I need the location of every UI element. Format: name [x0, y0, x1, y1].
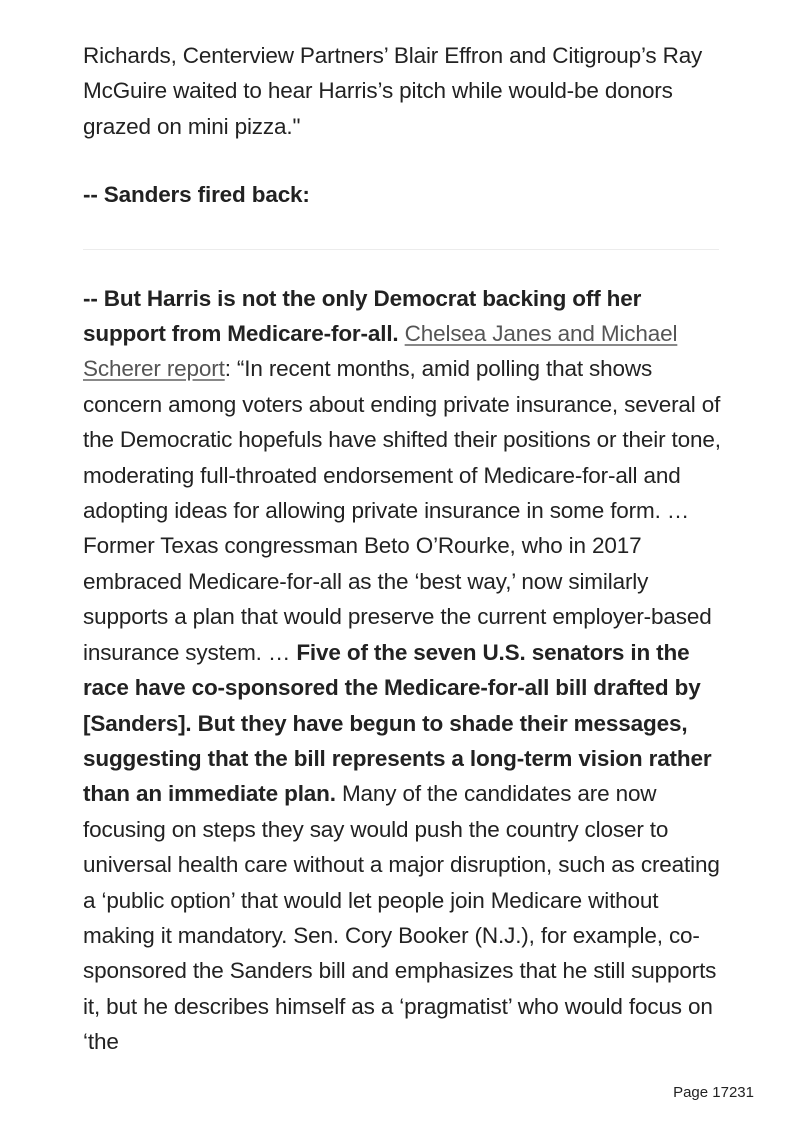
lead-bold-text: -- But Harris is not the only Democrat backing off her support from Medicare-for-all. — [83, 285, 642, 347]
page-number: Page 17231 — [673, 1084, 754, 1101]
sanders-heading: -- Sanders fired back: — [83, 182, 310, 208]
intro-paragraph: Richards, Centerview Partners’ Blair Effron and Citigroup’s Ray McGuire waited to hear Harris’s pitch while would-be donors grazed on mini pizza." — [83, 43, 703, 139]
medicare-paragraph — [83, 281, 723, 1077]
closing-text: Many of the candidates are now focusing on steps they say would push the country closer to universal health care without a major disruption, such as creating a ‘public option’ that would let people join Medicare without making it mandatory. Sen. Cory Booker (N.J.), for example, co-sponsored the Sanders bill and emphasizes that he still supports it, but he describes himself as a ‘pragmatist’ who would focus on ‘the — [83, 781, 720, 1055]
article-body — [83, 38, 723, 1077]
report-link[interactable]: Chelsea Janes and Michael Scherer report — [83, 321, 678, 382]
senators-bold-text: Five of the seven U.S. senators in the race have co-sponsored the Medicare-for-all bill drafted by [Sanders]. But they have begun to shade their messages, suggesting that the bill represents a long-term vision rather than an immediate plan. — [83, 639, 712, 807]
quote-text: : “In recent months, amid polling that shows concern among voters about ending private insurance, several of the Democratic hopefuls have shifted their positions or their tone, moderating full-throated endorsement of Medicare-for-all and adopting ideas for allowing private insurance in some form. … Former Texas congressman Beto O’Rourke, who in 2017 embraced Medicare-for-all as the ‘best way,’ now similarly supports a plan that would preserve the current employer-based insurance system. … — [83, 356, 721, 665]
embed-divider — [83, 249, 719, 250]
sanders-section — [83, 177, 723, 212]
